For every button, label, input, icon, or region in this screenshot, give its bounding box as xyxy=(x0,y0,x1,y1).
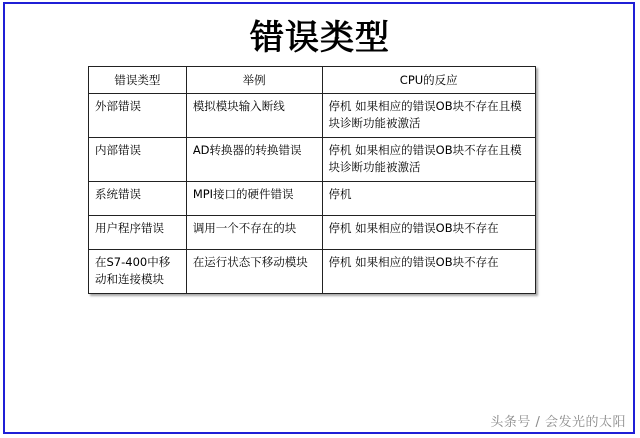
cell-example: 模拟模块输入断线 xyxy=(186,94,322,138)
cell-example: AD转换器的转换错误 xyxy=(186,138,322,182)
header-error-type: 错误类型 xyxy=(89,67,187,94)
cell-cpu-reaction: 停机 如果相应的错误OB块不存在 xyxy=(322,250,536,294)
table-row xyxy=(89,182,536,216)
cell-cpu-reaction: 停机 如果相应的错误OB块不存在 xyxy=(322,216,536,250)
table-row xyxy=(89,138,536,182)
cell-error-type: 系统错误 xyxy=(89,182,187,216)
slide-title: 错误类型 xyxy=(250,18,390,58)
table-row xyxy=(89,94,536,138)
cell-error-type: 内部错误 xyxy=(89,138,187,182)
table-header-row xyxy=(89,67,536,94)
error-types-table xyxy=(88,66,536,294)
cell-error-type: 在S7-400中移动和连接模块 xyxy=(89,250,187,294)
cell-cpu-reaction: 停机 如果相应的错误OB块不存在且模块诊断功能被激活 xyxy=(322,94,536,138)
cell-cpu-reaction: 停机 xyxy=(322,182,536,216)
cell-example: MPI接口的硬件错误 xyxy=(186,182,322,216)
header-example: 举例 xyxy=(186,67,322,94)
table-row xyxy=(89,250,536,294)
cell-example: 调用一个不存在的块 xyxy=(186,216,322,250)
cell-cpu-reaction: 停机 如果相应的错误OB块不存在且模块诊断功能被激活 xyxy=(322,138,536,182)
table-row xyxy=(89,216,536,250)
cell-error-type: 外部错误 xyxy=(89,94,187,138)
cell-example: 在运行状态下移动模块 xyxy=(186,250,322,294)
watermark-text: 头条号 / 会发光的太阳 xyxy=(490,415,626,430)
cell-error-type: 用户程序错误 xyxy=(89,216,187,250)
header-cpu-reaction: CPU的反应 xyxy=(322,67,536,94)
